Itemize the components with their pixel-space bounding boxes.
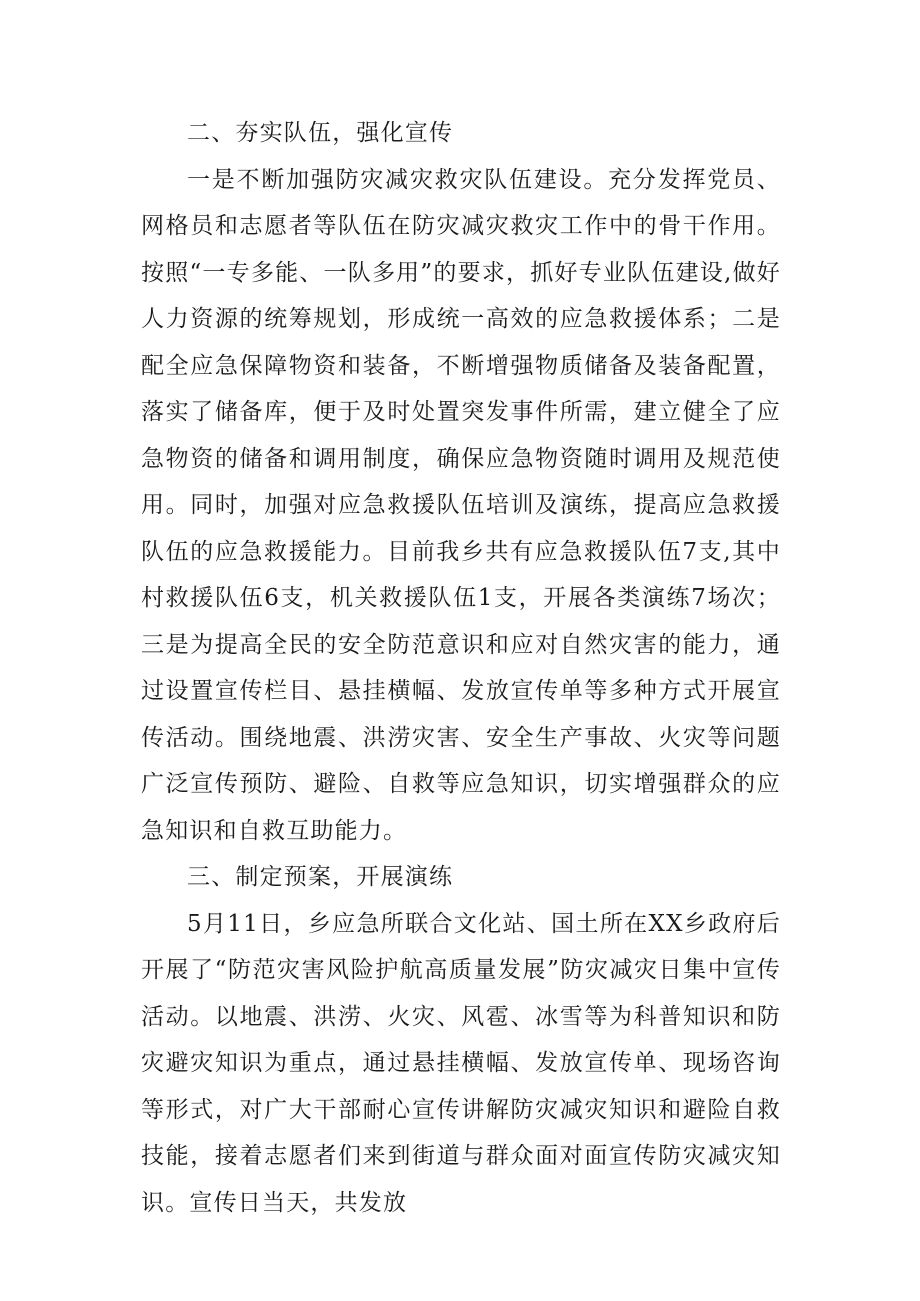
document-body [141, 110, 781, 1226]
body-paragraph-2: 5月11日，乡应急所联合文化站、国土所在XX乡政府后开展了“防范灾害风险护航高质量发展”防灾减灾日集中宣传活动。以地震、洪涝、火灾、风雹、冰雪等为科普知识和防灾避灾知识为重点，通过悬挂横幅、发放宣传单、现场咨询等形式，对广大干部耐心宣传讲解防灾减灾知识和避险自救技能，接着志愿者们来到街道与群众面对面宣传防灾减灾知识。宣传日当天，共发放 [141, 910, 781, 1216]
section-heading-2: 二、夯实队伍，强化宣传 [187, 120, 454, 146]
section-heading-3: 三、制定预案，开展演练 [187, 864, 454, 890]
body-paragraph-1: 一是不断加强防灾减灾救灾队伍建设。充分发挥党员、网格员和志愿者等队伍在防灾减灾救灾工作中的骨干作用。按照“一专多能、一队多用”的要求，抓好专业队伍建设,做好人力资源的统筹规划，形成统一高效的应急救援体系；二是配全应急保障物资和装备，不断增强物质储备及装备配置，落实了储备库，便于及时处置突发事件所需，建立健全了应急物资的储备和调用制度，确保应急物资随时调用及规范使用。同时，加强对应急救援队伍培训及演练，提高应急救援队伍的应急救援能力。目前我乡共有应急救援队伍7支,其中村救援队伍6支，机关救援队伍1支，开展各类演练7场次；三是为提高全民的安全防范意识和应对自然灾害的能力，通过设置宣传栏目、悬挂横幅、发放宣传单等多种方式开展宣传活动。围绕地震、洪涝灾害、安全生产事故、火灾等问题广泛宣传预防、避险、自救等应急知识，切实增强群众的应急知识和自救互助能力。 [141, 166, 781, 844]
